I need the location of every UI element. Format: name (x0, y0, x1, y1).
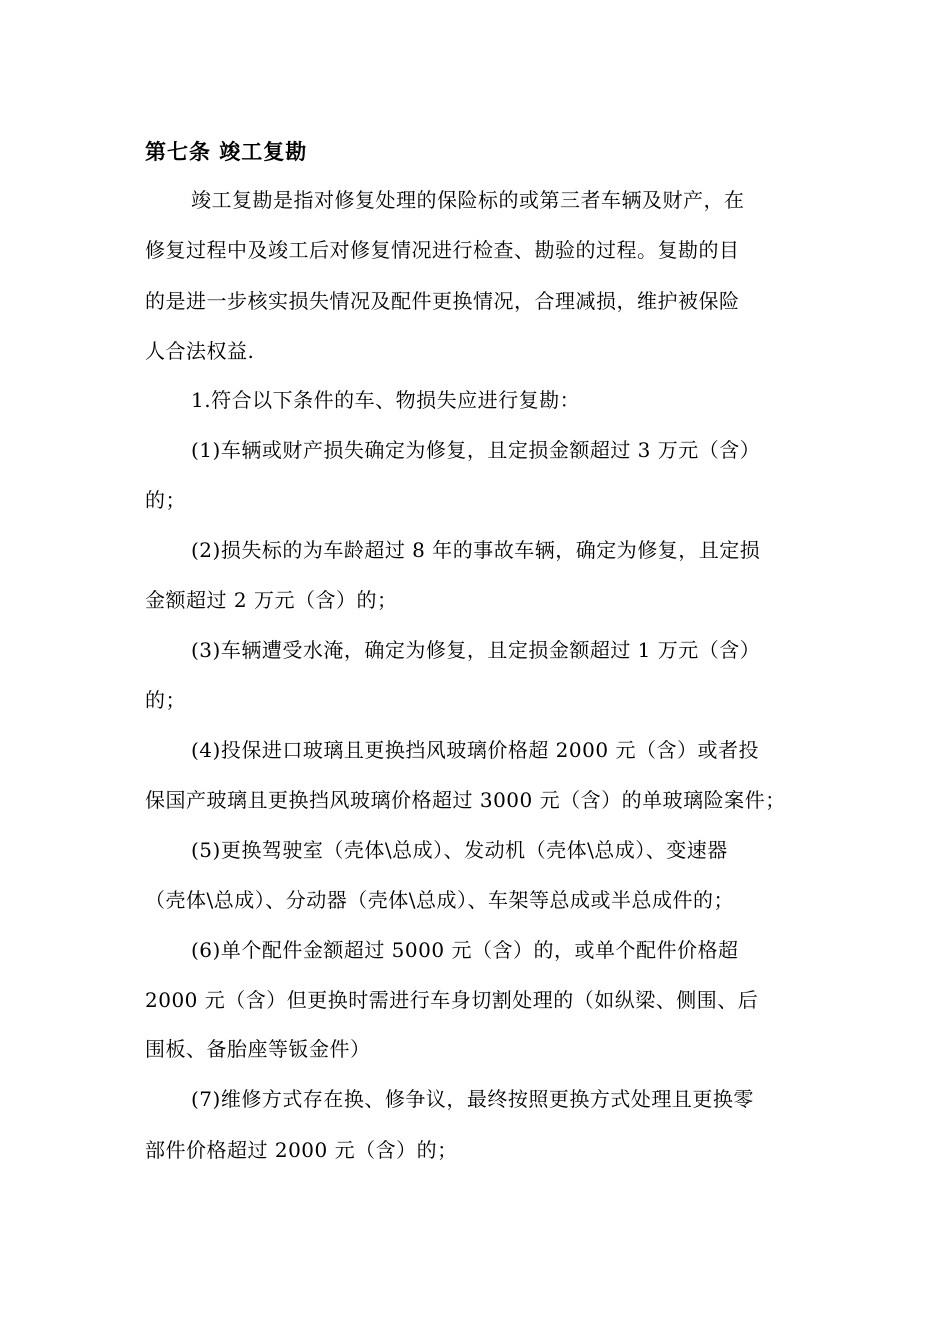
condition-item-3-cont: 的； (145, 688, 186, 712)
condition-item-7: (7)维修方式存在换、修争议，最终按照更换方式处理且更换零 (191, 1087, 754, 1111)
paragraph-line: 竣工复勘是指对修复处理的保险标的或第三者车辆及财产，在 (191, 188, 745, 212)
condition-item-4-cont: 保国产玻璃且更换挡风玻璃价格超过 3000 元（含）的单玻璃险案件； (145, 788, 786, 812)
condition-item-5: (5)更换驾驶室（壳体\总成）、发动机（壳体\总成）、变速器 (191, 838, 728, 862)
condition-item-7-cont: 部件价格超过 2000 元（含）的； (145, 1138, 458, 1162)
condition-item-5-cont: （壳体\总成）、分动器（壳体\总成）、车架等总成或半总成件的； (145, 888, 734, 912)
condition-item-2-cont: 金额超过 2 万元（含）的； (145, 588, 398, 612)
condition-item-3: (3)车辆遭受水淹，确定为修复，且定损金额超过 1 万元（含） (191, 638, 761, 662)
paragraph-line: 的是进一步核实损失情况及配件更换情况，合理减损，维护被保险 (145, 289, 740, 313)
condition-item-4: (4)投保进口玻璃且更换挡风玻璃价格超 2000 元（含）或者投 (191, 738, 759, 762)
condition-intro: 1.符合以下条件的车、物损失应进行复勘： (191, 388, 581, 412)
article-heading: 第七条 竣工复勘 (145, 139, 308, 164)
paragraph-line: 修复过程中及竣工后对修复情况进行检查、勘验的过程。复勘的目 (145, 238, 740, 262)
condition-item-6: (6)单个配件金额超过 5000 元（含）的，或单个配件价格超 (191, 938, 739, 962)
condition-item-1-cont: 的； (145, 488, 186, 512)
condition-item-2: (2)损失标的为车龄超过 8 年的事故车辆，确定为修复，且定损 (191, 538, 761, 562)
paragraph-line: 人合法权益. (145, 339, 255, 363)
condition-item-6-cont: 2000 元（含）但更换时需进行车身切割处理的（如纵梁、侧围、后 (145, 988, 759, 1012)
condition-item-1: (1)车辆或财产损失确定为修复，且定损金额超过 3 万元（含） (191, 438, 761, 462)
condition-item-6-cont: 围板、备胎座等钣金件） (145, 1037, 371, 1061)
